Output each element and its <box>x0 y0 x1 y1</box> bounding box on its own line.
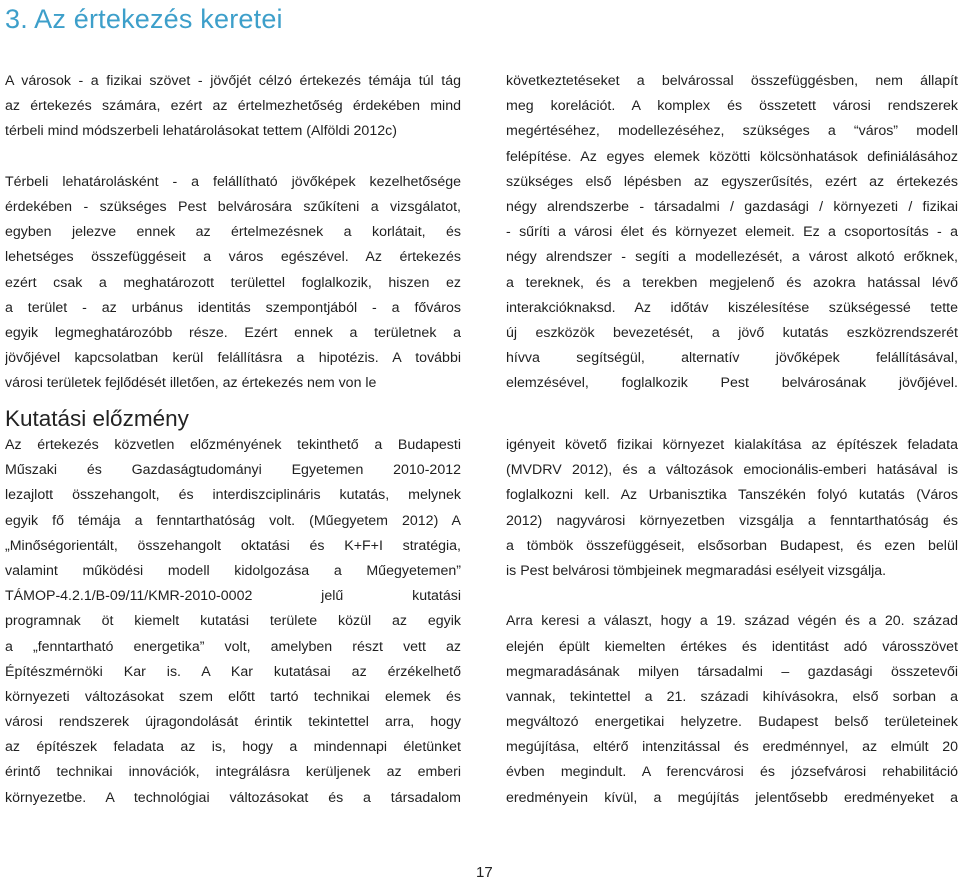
text-line: valamint működési modell kidolgozása a Műegyetemen” <box>5 562 461 579</box>
text-line: (MVDRV 2012), és a változások emocionális-emberi hatásával is <box>506 462 958 479</box>
text-line: hívva segítségül, alternatív jövőképek felállításával, <box>506 350 958 367</box>
text-line: négy alrendszerbe - társadalmi / gazdasági / környezeti / fizikai <box>506 198 958 215</box>
text-line: is Pest belvárosi tömbjeinek megmaradási esélyeit vizsgálja. <box>506 562 887 579</box>
text-line: egyik legmeghatározóbb része. Ezért ennek a területnek a <box>5 324 461 341</box>
text-line: Építészmérnöki Kar is. A Kar kutatásai az érzékelhető <box>5 663 461 680</box>
text-line: megújítása, eltérő intenzitással és eredménnyel, az elmúlt 20 <box>506 739 958 756</box>
text-line: az értekezés számára, ezért az értelmezhetőség érdekében mind <box>5 98 461 115</box>
text-line: TÁMOP-4.2.1/B-09/11/KMR-2010-0002 jelű kutatási <box>5 588 461 605</box>
text-line: eredményein kívül, a megújítás jelentősebb eredményeket a <box>506 789 958 806</box>
text-line: érintő technikai innovációk, integrálásra kerüljenek az emberi <box>5 764 461 781</box>
text-line: következtetéseket a belvárossal összefüggésben, nem állapít <box>506 73 958 89</box>
right-column-bottom <box>506 433 958 811</box>
section-title: 3. Az értekezés keretei <box>5 4 283 34</box>
text-line: környezeti változásokat szem előtt tartó technikai elemek és <box>5 688 461 705</box>
left-column-top <box>5 69 461 396</box>
text-line: 2012) nagyvárosi környezetben vizsgálja a fenntarthatóság és <box>506 512 958 529</box>
text-line: városi rendszerek újragondolását érintik tekintettel arra, hogy <box>5 714 461 731</box>
text-line <box>5 145 461 170</box>
right-column-top <box>506 69 958 396</box>
subsection-title: Kutatási előzmény <box>5 406 189 431</box>
text-line: vannak, tekintettel a 21. századi kihívásokra, első sorban a <box>506 688 958 705</box>
text-line: az építészek feladata az is, hogy a mindennapi életünket <box>5 739 461 756</box>
text-line: Térbeli lehatárolásként - a felállítható jövőképek kezelhetősége <box>5 173 461 190</box>
text-line: évben megindult. A ferencvárosi és józsefvárosi rehabilitáció <box>506 764 958 781</box>
text-line: ezért csak a meghatározott területtel foglalkozik, hiszen ez <box>5 274 461 291</box>
text-line: megváltozó energetikai helyzetre. Budapest belső területeinek <box>506 714 958 731</box>
left-column-bottom <box>5 433 461 811</box>
text-line: a tereknek, és a terekben megjelenő és azokra hatással lévő <box>506 274 958 291</box>
text-line: a „fenntartható energetika” volt, amelyben részt vett az <box>5 638 461 655</box>
text-line: felépítése. Az egyes elemek közötti kölcsönhatások definiálásához <box>506 148 958 165</box>
text-line: meg korelációt. A komplex és összetett városi rendszerek <box>506 98 958 115</box>
text-line: városi területek fejlődését illetően, az értekezés nem von le <box>5 375 377 392</box>
text-line: szükséges első lépésben az egyszerűsítés, ezért az értekezés <box>506 173 958 190</box>
text-line: megmaradásának milyen társadalmi – gazdasági összetevői <box>506 663 958 680</box>
text-line: programnak öt kiemelt kutatási területe közül az egyik <box>5 613 461 630</box>
text-line: Az értekezés közvetlen előzményének tekinthető a Budapesti <box>5 437 461 453</box>
text-line: foglalkozni kell. Az Urbanisztika Tanszékén folyó kutatás (Város <box>506 487 958 504</box>
text-line <box>506 584 958 609</box>
page-number: 17 <box>476 864 493 881</box>
text-line: megértéséhez, modellezéséhez, szükséges a “város” modell <box>506 123 958 140</box>
text-line: környezetbe. A technológiai változásokat és a társadalom <box>5 789 461 806</box>
text-line: A városok - a fizikai szövet - jövőjét célzó értekezés témája túl tág <box>5 73 461 89</box>
text-line: a tömbök összefüggéseit, elsősorban Budapest, és ezen belül <box>506 537 958 554</box>
text-line: - sűríti a városi élet és környezet elemeit. Ez a csoportosítás - a <box>506 224 958 241</box>
text-line: a terület - az urbánus identitás szempontjából - a főváros <box>5 299 461 316</box>
text-line: egyik fő témája a fenntarthatóság volt. (Műegyetem 2012) A <box>5 512 461 529</box>
text-line: egyben jelezve ennek az értelmezésnek a korlátait, és <box>5 224 461 241</box>
text-line: elemzésével, foglalkozik Pest belvárosának jövőjével. <box>506 375 958 392</box>
text-line: négy alrendszer - segíti a modellezését, a várost alkotó erőknek, <box>506 249 958 266</box>
text-line: elején épült kiemelten értékes és identitást adó városszövet <box>506 638 958 655</box>
text-line: lehetséges összefüggéseit a város egészével. Az értekezés <box>5 249 461 266</box>
text-line: lezajlott összehangolt, és interdiszciplináris kutatás, melynek <box>5 487 461 504</box>
text-line: interakcióknaksd. Az időtáv kiszélesítése szükségessé tette <box>506 299 958 316</box>
text-line: jövőjével kapcsolatban kerül felállításra a hipotézis. A további <box>5 350 461 367</box>
text-line: érdekében - szükséges Pest belvárosára szűkíteni a vizsgálatot, <box>5 198 461 215</box>
text-line: „Minőségorientált, összehangolt oktatási és K+F+I stratégia, <box>5 537 461 554</box>
text-line: igényeit követő fizikai környezet kialakítása az építészek feladata <box>506 437 958 453</box>
text-line: Műszaki és Gazdaságtudományi Egyetemen 2010-2012 <box>5 462 461 479</box>
text-line: Arra keresi a választ, hogy a 19. század végén és a 20. század <box>506 613 958 630</box>
text-line: térbeli mind módszerbeli lehatárolásokat tettem (Alföldi 2012c) <box>5 123 397 140</box>
text-line: új eszközök bevezetését, a jövő kutatás eszközrendszerét <box>506 324 958 341</box>
